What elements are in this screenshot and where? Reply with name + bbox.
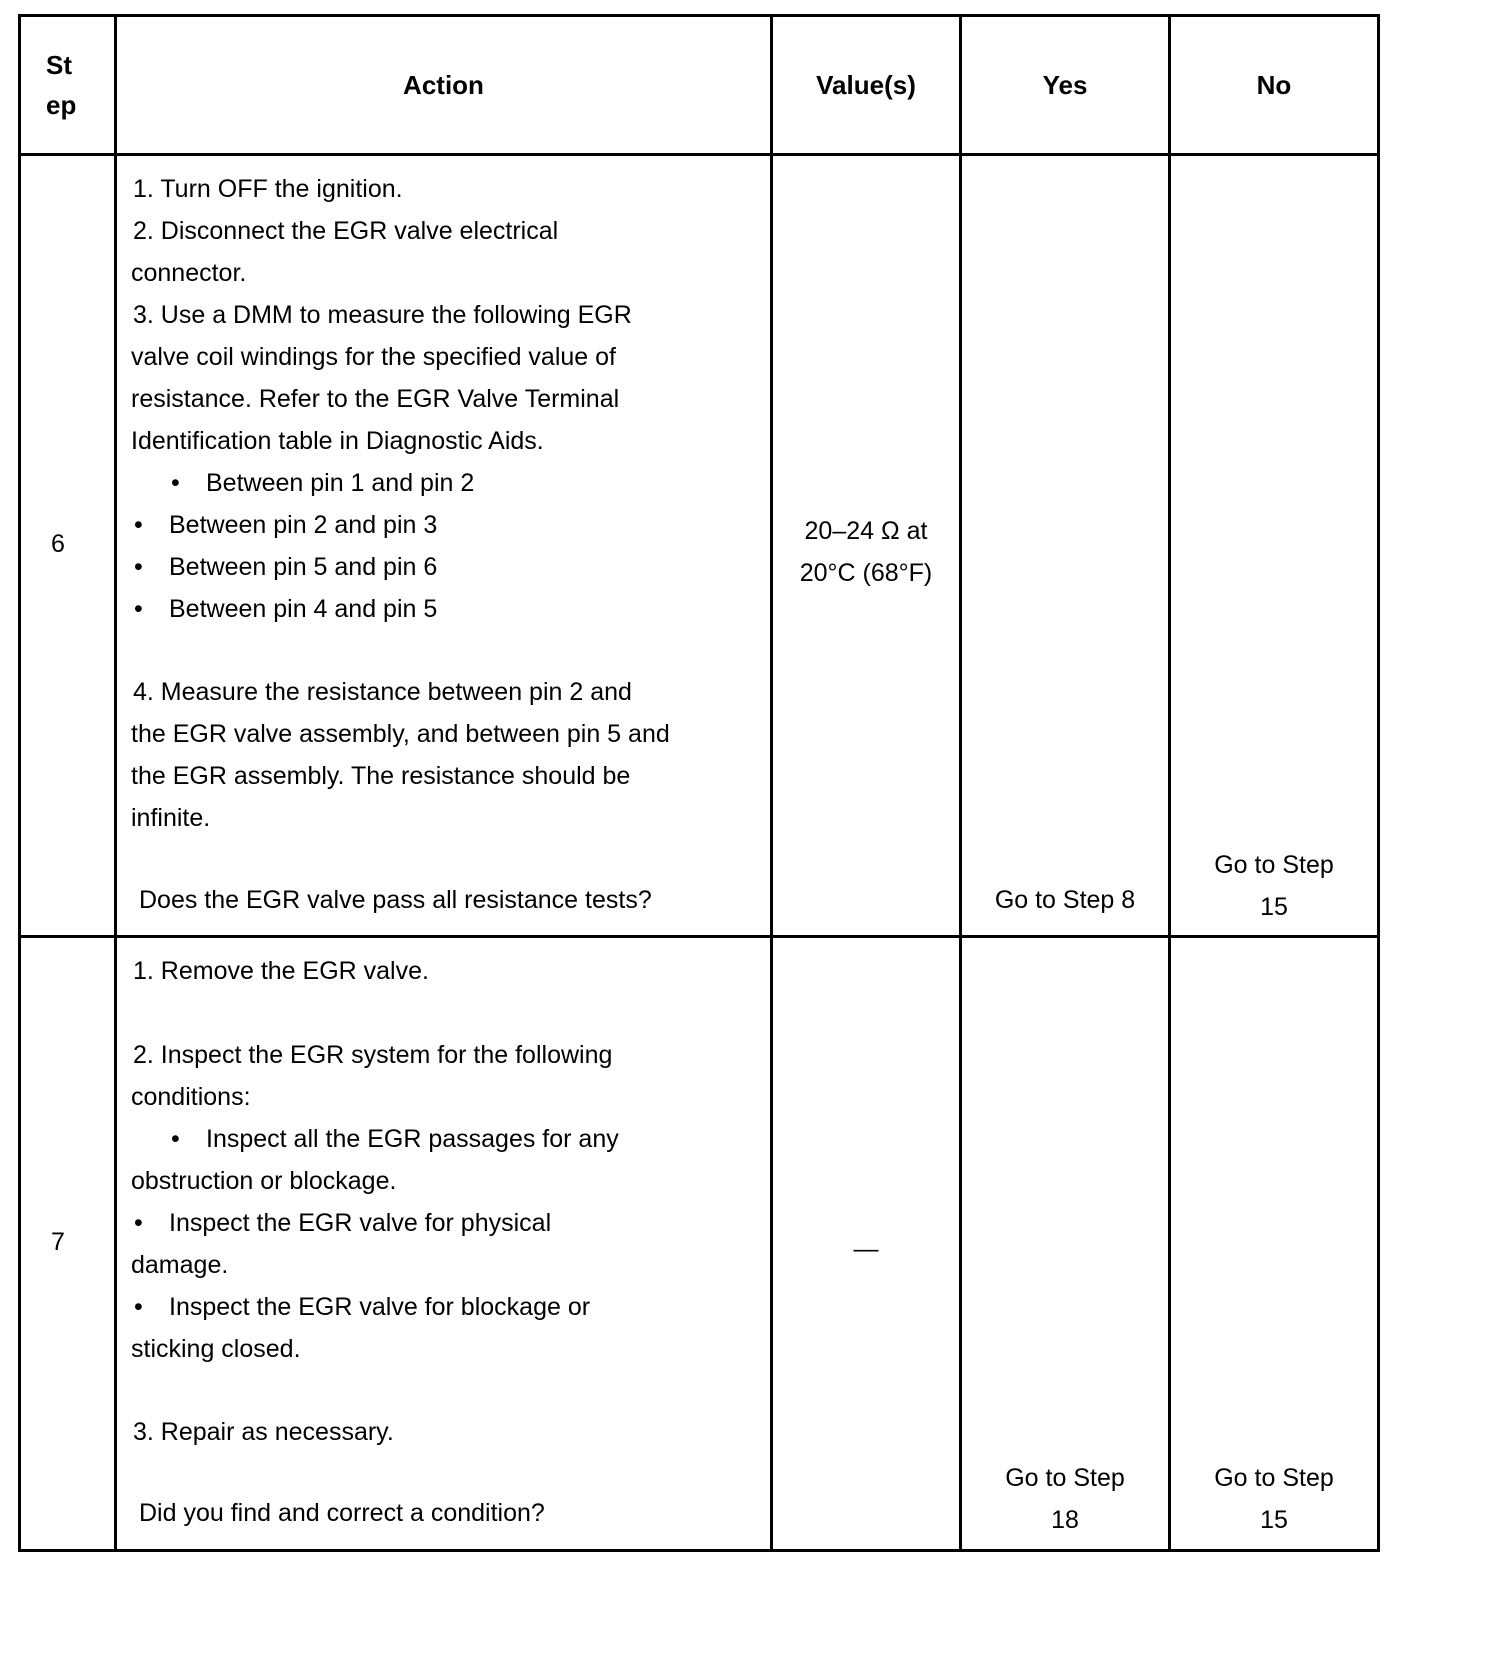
no-line: Go to Step [1214, 851, 1334, 879]
bullet-item: Between pin 2 and pin 3 [169, 511, 438, 539]
action-line: 4. Measure the resistance between pin 2 and [133, 678, 632, 706]
action-line: obstruction or blockage. [131, 1167, 397, 1195]
header-divider [18, 153, 1380, 156]
value-line: 20–24 Ω at [804, 517, 928, 545]
no-line: 15 [1260, 1506, 1288, 1534]
bullet-item: Between pin 4 and pin 5 [169, 595, 438, 623]
action-line: damage. [131, 1251, 229, 1279]
col-divider-step [114, 14, 117, 1552]
value-cell [773, 510, 959, 594]
step-number: 7 [51, 1228, 65, 1256]
action-line: Identification table in Diagnostic Aids. [131, 427, 544, 455]
value-cell [773, 1228, 959, 1270]
action-line: 1. Turn OFF the ignition. [133, 175, 403, 203]
header-step [18, 17, 114, 153]
header-yes: Yes [1042, 70, 1088, 100]
action-line: sticking closed. [131, 1335, 301, 1363]
bullet-item: Between pin 1 and pin 2 [206, 469, 475, 497]
header-step-line-2: ep [46, 90, 77, 120]
bullet-icon: • [171, 469, 180, 497]
table-border-left [18, 14, 21, 1552]
bullet-icon: • [134, 1209, 143, 1237]
bullet-icon: • [134, 595, 143, 623]
table-border-bottom [18, 1549, 1380, 1552]
row-divider [18, 935, 1380, 938]
header-action: Action [403, 70, 484, 100]
diagnostic-table [18, 14, 1478, 1658]
value-line: — [853, 1235, 879, 1263]
no-cell [1171, 844, 1377, 928]
action-line: infinite. [131, 804, 211, 832]
header-no: No [1256, 70, 1292, 100]
yes-cell [962, 1457, 1168, 1541]
action-line: 2. Inspect the EGR system for the following [133, 1041, 613, 1069]
step-number: 6 [51, 530, 65, 558]
action-line: connector. [131, 259, 247, 287]
action-question: Did you find and correct a condition? [139, 1499, 545, 1527]
yes-line: Go to Step 8 [994, 886, 1136, 914]
header-step-line-1: St [46, 50, 72, 80]
yes-line: 18 [1051, 1506, 1079, 1534]
bullet-icon: • [134, 1293, 143, 1321]
col-divider-value [959, 14, 962, 1552]
action-line: 3. Use a DMM to measure the following EGR [133, 301, 632, 329]
header-values: Value(s) [816, 70, 916, 100]
action-line: 3. Repair as necessary. [133, 1418, 394, 1446]
col-divider-action [770, 14, 773, 1552]
action-line: the EGR valve assembly, and between pin 5 and [131, 720, 670, 748]
bullet-item: Inspect the EGR valve for blockage or [169, 1293, 591, 1321]
action-line: 1. Remove the EGR valve. [133, 957, 429, 985]
table-border-right [1377, 14, 1380, 1552]
col-divider-yes [1168, 14, 1171, 1552]
yes-cell [962, 886, 1168, 915]
action-line: the EGR assembly. The resistance should be [131, 762, 631, 790]
no-line: 15 [1260, 893, 1288, 921]
bullet-icon: • [134, 511, 143, 539]
yes-line: Go to Step [1005, 1464, 1125, 1492]
bullet-icon: • [134, 553, 143, 581]
no-line: Go to Step [1214, 1464, 1334, 1492]
action-line: conditions: [131, 1083, 251, 1111]
bullet-icon: • [171, 1125, 180, 1153]
bullet-item: Inspect all the EGR passages for any [206, 1125, 619, 1153]
action-line: resistance. Refer to the EGR Valve Terminal [131, 385, 620, 413]
action-line: 2. Disconnect the EGR valve electrical [133, 217, 559, 245]
value-line: 20°C (68°F) [799, 559, 933, 587]
action-line: valve coil windings for the specified value of [131, 343, 616, 371]
no-cell [1171, 1457, 1377, 1541]
action-question: Does the EGR valve pass all resistance tests? [139, 886, 652, 914]
bullet-item: Between pin 5 and pin 6 [169, 553, 438, 581]
bullet-item: Inspect the EGR valve for physical [169, 1209, 552, 1237]
